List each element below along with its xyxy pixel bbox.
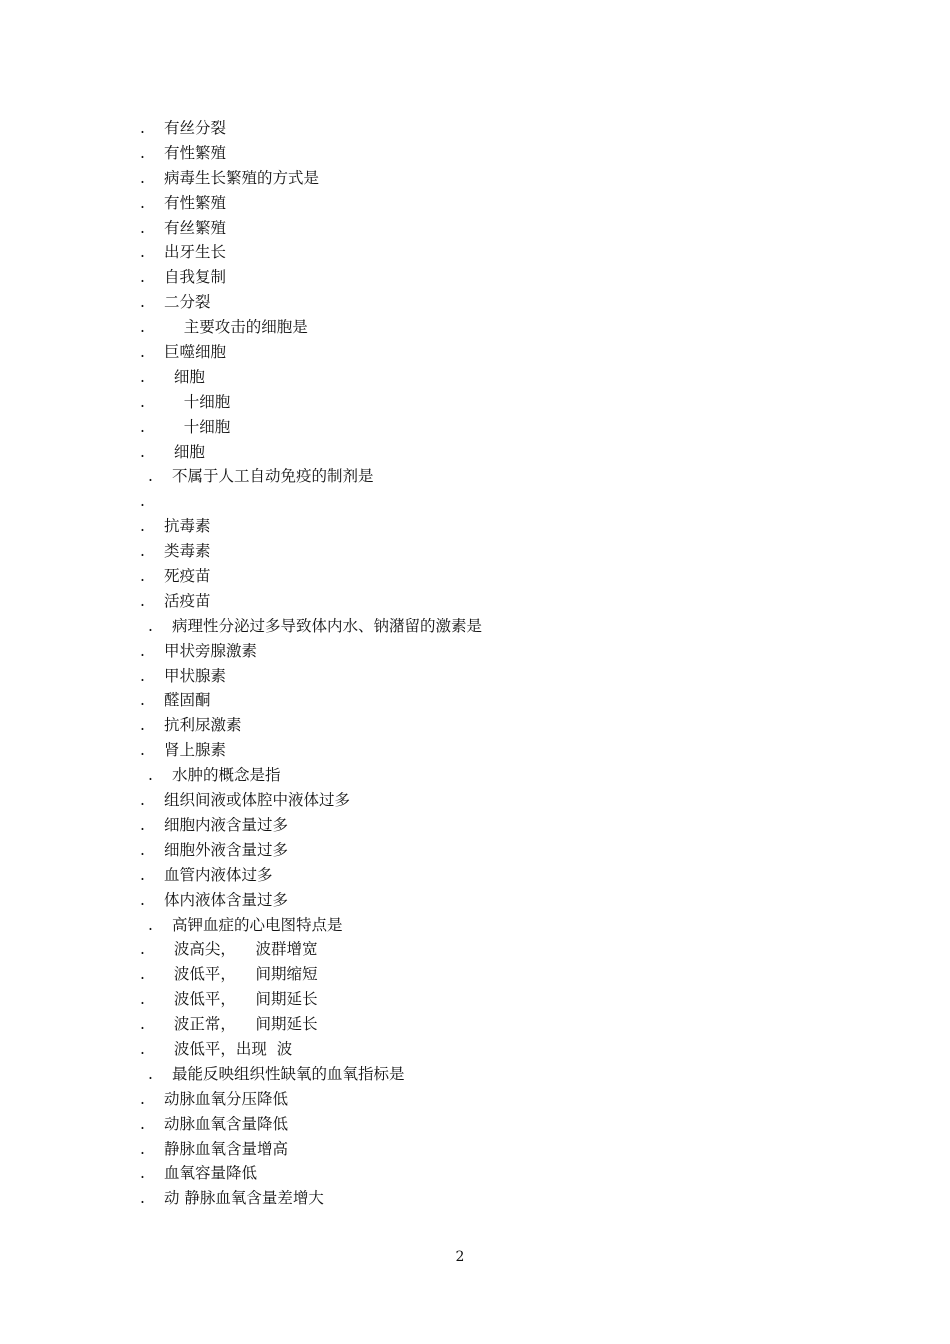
option-text: 细胞: [164, 367, 205, 386]
bullet-dot: .: [140, 990, 145, 1009]
option-text: 自我复制: [164, 268, 227, 287]
bullet-dot: .: [140, 965, 145, 984]
option-line: [0, 564, 950, 589]
question-list: [0, 116, 950, 1211]
option-line: [0, 813, 950, 838]
bullet-dot: .: [148, 766, 153, 785]
option-text: 血氧容量降低: [164, 1164, 258, 1183]
bullet-dot: .: [140, 318, 145, 337]
bullet-dot: .: [140, 1189, 145, 1208]
bullet-dot: .: [148, 1064, 153, 1083]
question-line: [0, 614, 950, 639]
bullet-dot: .: [140, 392, 145, 411]
option-text: 细胞内液含量过多: [164, 815, 289, 834]
option-line: [0, 166, 950, 191]
option-line: [0, 664, 950, 689]
bullet-dot: .: [140, 865, 145, 884]
option-line: [0, 1087, 950, 1112]
option-line: [0, 514, 950, 539]
option-text: 死疫苗: [164, 567, 211, 586]
bullet-dot: .: [140, 741, 145, 760]
option-line: [0, 738, 950, 763]
bullet-dot: .: [140, 442, 145, 461]
bullet-dot: .: [140, 517, 145, 536]
option-line: [0, 863, 950, 888]
bullet-dot: .: [140, 1164, 145, 1183]
option-line: [0, 639, 950, 664]
bullet-dot: .: [140, 367, 145, 386]
question-text: 高钾血症的心电图特点是: [172, 915, 343, 934]
option-text: 动脉血氧分压降低: [164, 1089, 289, 1108]
option-text: 巨噬细胞: [164, 343, 227, 362]
option-line: [0, 713, 950, 738]
option-text: 类毒素: [164, 542, 211, 561]
bullet-dot: .: [140, 940, 145, 959]
option-line: [0, 838, 950, 863]
option-line: [0, 265, 950, 290]
option-text: 甲状腺素: [164, 666, 227, 685]
bullet-dot: .: [140, 840, 145, 859]
bullet-dot: .: [140, 218, 145, 237]
bullet-dot: .: [140, 691, 145, 710]
option-text: 活疫苗: [164, 591, 211, 610]
page-number: 2: [455, 1249, 465, 1265]
option-text: 二分裂: [164, 293, 211, 312]
bullet-dot: .: [140, 1139, 145, 1158]
option-text: 体内液体含量过多: [164, 890, 289, 909]
option-text: 细胞外液含量过多: [164, 840, 289, 859]
option-text: 组织间液或体腔中液体过多: [164, 791, 351, 810]
option-text: 有丝繁殖: [164, 218, 227, 237]
option-text: 有丝分裂: [164, 119, 227, 137]
bullet-dot: .: [148, 616, 153, 635]
option-text: 十细胞: [164, 392, 231, 411]
option-line: [0, 788, 950, 813]
option-line: [0, 937, 950, 962]
question-line: [0, 464, 950, 489]
bullet-dot: .: [140, 119, 145, 137]
option-text: 波正常， 间期延长: [164, 1015, 318, 1034]
bullet-dot: .: [140, 343, 145, 362]
bullet-dot: .: [140, 193, 145, 212]
bullet-dot: .: [140, 791, 145, 810]
option-line: [0, 888, 950, 913]
option-text: 醛固酮: [164, 691, 211, 710]
option-text: 有性繁殖: [164, 193, 227, 212]
option-text: 十细胞: [164, 417, 231, 436]
bullet-dot: .: [140, 492, 145, 511]
option-line: [0, 340, 950, 365]
option-line: [0, 141, 950, 166]
question-line: [0, 1062, 950, 1087]
option-text: 抗利尿激素: [164, 716, 242, 735]
question-text: 最能反映组织性缺氧的血氧指标是: [172, 1064, 405, 1083]
option-line: [0, 315, 950, 340]
option-line: [0, 539, 950, 564]
bullet-dot: .: [140, 890, 145, 909]
option-line: [0, 489, 950, 514]
bullet-dot: .: [148, 467, 153, 486]
option-line: [0, 589, 950, 614]
option-text: 动 静脉血氧含量差增大: [164, 1189, 324, 1208]
option-text: 静脉血氧含量增高: [164, 1139, 289, 1158]
bullet-dot: .: [140, 815, 145, 834]
question-text: 水肿的概念是指: [172, 766, 281, 785]
option-text: 甲状旁腺激素: [164, 641, 258, 660]
option-text: 病毒生长繁殖的方式是: [164, 168, 320, 187]
bullet-dot: .: [148, 915, 153, 934]
bullet-dot: .: [140, 293, 145, 312]
option-text: 波高尖， 波群增宽: [164, 940, 318, 959]
bullet-dot: .: [140, 1089, 145, 1108]
option-line: [0, 240, 950, 265]
bullet-dot: .: [140, 666, 145, 685]
bullet-dot: .: [140, 143, 145, 162]
option-line: [0, 365, 950, 390]
question-line: [0, 913, 950, 938]
option-text: 动脉血氧含量降低: [164, 1114, 289, 1133]
bullet-dot: .: [140, 268, 145, 287]
question-text: 不属于人工自动免疫的制剂是: [172, 467, 374, 486]
option-line: [0, 116, 950, 141]
option-line: [0, 1112, 950, 1137]
option-line: [0, 216, 950, 241]
bullet-dot: .: [140, 542, 145, 561]
bullet-dot: .: [140, 417, 145, 436]
bullet-dot: .: [140, 591, 145, 610]
bullet-dot: .: [140, 1114, 145, 1133]
option-text: 血管内液体过多: [164, 865, 273, 884]
option-line: [0, 390, 950, 415]
option-line: [0, 191, 950, 216]
option-text: 细胞: [164, 442, 205, 461]
bullet-dot: .: [140, 641, 145, 660]
option-line: [0, 987, 950, 1012]
option-text: 出牙生长: [164, 243, 227, 262]
question-line: [0, 763, 950, 788]
option-text: 有性繁殖: [164, 143, 227, 162]
option-text: 波低平， 间期缩短: [164, 965, 318, 984]
option-line: [0, 440, 950, 465]
bullet-dot: .: [140, 1039, 145, 1058]
option-line: [0, 1161, 950, 1186]
option-line: [0, 1037, 950, 1062]
option-line: [0, 290, 950, 315]
bullet-dot: .: [140, 1015, 145, 1034]
option-text: 主要攻击的细胞是: [164, 318, 308, 337]
option-text: 波低平，出现 波: [164, 1039, 293, 1058]
option-text: 肾上腺素: [164, 741, 227, 760]
bullet-dot: .: [140, 567, 145, 586]
bullet-dot: .: [140, 168, 145, 187]
option-line: [0, 1012, 950, 1037]
option-line: [0, 1186, 950, 1211]
bullet-dot: .: [140, 243, 145, 262]
option-line: [0, 962, 950, 987]
bullet-dot: .: [140, 716, 145, 735]
option-text: 抗毒素: [164, 517, 211, 536]
option-text: 波低平， 间期延长: [164, 990, 318, 1009]
option-line: [0, 1137, 950, 1162]
question-text: 病理性分泌过多导致体内水、钠潴留的激素是: [172, 616, 483, 635]
option-line: [0, 688, 950, 713]
option-line: [0, 415, 950, 440]
